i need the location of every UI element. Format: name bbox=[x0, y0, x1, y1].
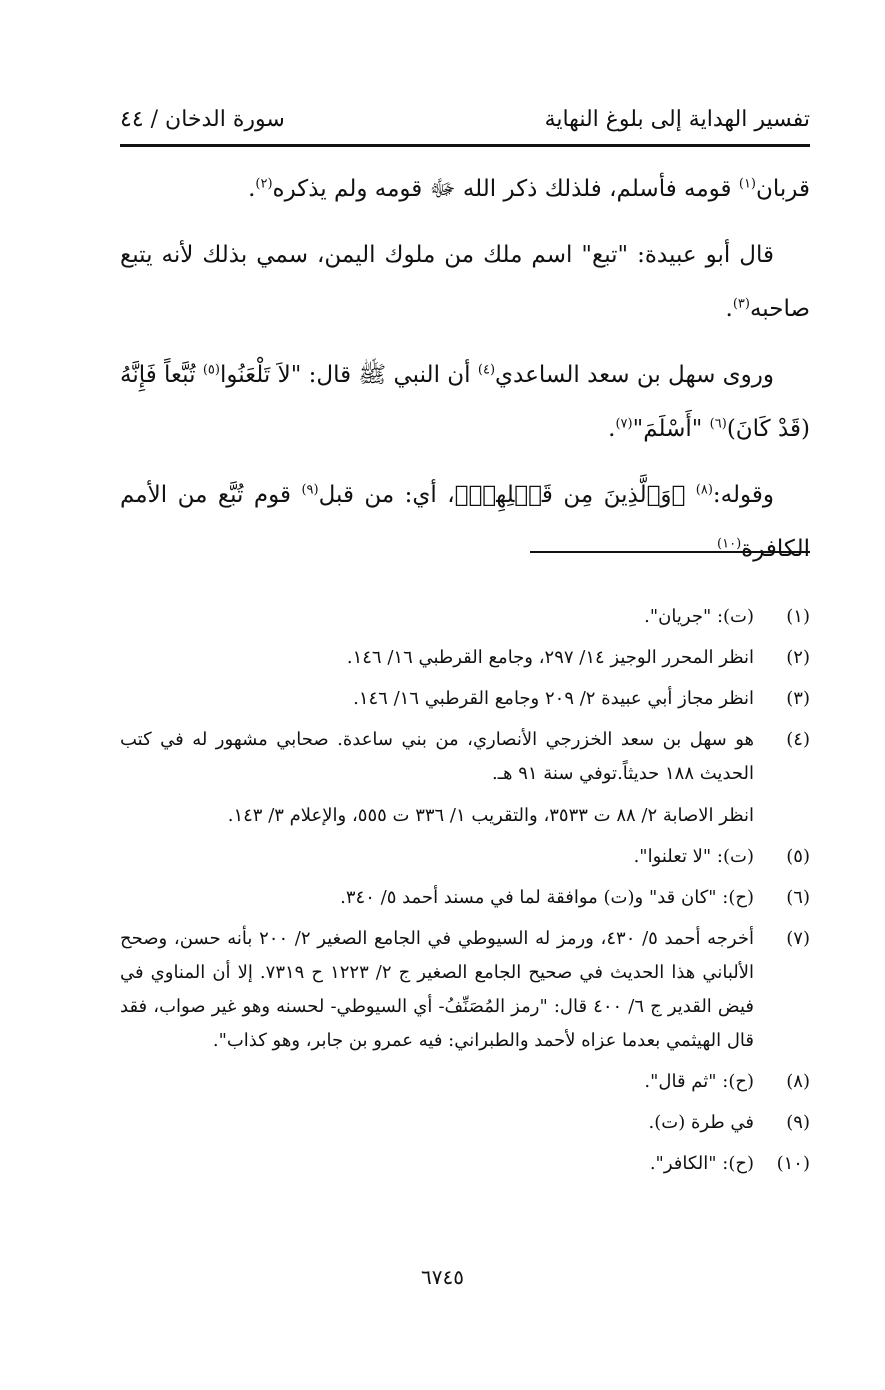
footnote-number: (٦) bbox=[786, 887, 810, 908]
footnote-item bbox=[120, 723, 810, 833]
footnote-number: (٥) bbox=[786, 846, 810, 867]
footnote-separator bbox=[530, 551, 810, 553]
main-text bbox=[120, 162, 810, 588]
text-run: ﴿وَٱلَّذِينَ مِن قَبۡلِهِمۡ﴾، أي: من قبل bbox=[318, 482, 696, 508]
footnote-text: انظر مجاز أبي عبيدة ٢/ ٢٠٩ وجامع القرطبي ١٦/ ١٤٦. bbox=[353, 688, 754, 709]
footnote-item bbox=[120, 922, 810, 1058]
footnote-item bbox=[120, 641, 810, 675]
footnote-marker-5[interactable]: (٥) bbox=[202, 362, 220, 378]
footnote-text: انظر المحرر الوجيز ١٤/ ٢٩٧، وجامع القرطبي ١٦/ ١٤٦. bbox=[346, 647, 754, 668]
footnotes-list bbox=[120, 600, 810, 1188]
text-run: . bbox=[248, 176, 256, 202]
footnote-marker-10[interactable]: (١٠) bbox=[717, 536, 742, 552]
footnote-text: (ح): "ثم قال". bbox=[644, 1071, 754, 1092]
running-header bbox=[120, 100, 810, 140]
footnote-number: (٧) bbox=[786, 928, 810, 949]
footnote-marker-4[interactable]: (٤) bbox=[477, 362, 496, 378]
footnote-text: أخرجه أحمد ٥/ ٤٣٠، ورمز له السيوطي في الجامع الصغير ٢/ ٢٠٠ بأنه حسن، وصحح الألباني هذا الحديث في صحيح الجامع الصغير ج ٢/ ١٢٢٣ ح ٧٣١٩. إلا أن المناوي في فيض القدير ج ٦/ ٤٠٠ قال: "رمز المُصَنِّفُ- أي السيوطي- لحسنه وهو غير صواب، فقد قال الهيثمي بعدما عزاه لأحمد والطبراني: فيه عمرو بن جابر، وهو كذاب". bbox=[120, 928, 755, 1051]
footnote-marker-8[interactable]: (٨) bbox=[695, 482, 713, 498]
text-run: قومه فأسلم، فلذلك ذكر الله ﷻ قومه ولم يذكره bbox=[272, 176, 739, 202]
footnote-text: هو سهل بن سعد الخزرجي الأنصاري، من بني ساعدة. صحابي مشهور له في كتب الحديث ١٨٨ حديثاً.توفي سنة ٩١ هـ. bbox=[120, 729, 754, 784]
book-title: تفسير الهداية إلى بلوغ النهاية bbox=[544, 107, 810, 132]
footnote-number: (١٠) bbox=[776, 1153, 810, 1174]
paragraph-2 bbox=[120, 228, 810, 336]
footnote-number: (٣) bbox=[786, 688, 810, 709]
footnote-text: (ح): "كان قد" و(ت) موافقة لما في مسند أحمد ٥/ ٣٤٠. bbox=[340, 887, 754, 908]
footnote-marker-2[interactable]: (٢) bbox=[255, 176, 273, 192]
footnote-item bbox=[120, 682, 810, 716]
footnote-item bbox=[120, 1106, 810, 1140]
paragraph-4 bbox=[120, 468, 810, 576]
page-number: ٦٧٤٥ bbox=[421, 1265, 464, 1289]
text-run: أن النبي ﷺ قال: "لاَ تَلْعَنُوا bbox=[219, 362, 478, 388]
paragraph-1 bbox=[120, 162, 810, 216]
footnote-number: (٨) bbox=[786, 1071, 810, 1092]
footnote-text: (ت): "جريان". bbox=[644, 606, 754, 627]
footnote-text: (ح): "الكافر". bbox=[649, 1153, 754, 1174]
text-run: قوم تُبَّع من الأمم الكافرة bbox=[120, 482, 810, 562]
footnote-number: (٩) bbox=[786, 1112, 810, 1133]
footnote-item bbox=[120, 1065, 810, 1099]
text-run: . bbox=[725, 296, 733, 322]
footnote-number: (٢) bbox=[786, 647, 810, 668]
footnote-text: في طرة (ت). bbox=[648, 1112, 754, 1133]
footnote-marker-1[interactable]: (١) bbox=[738, 176, 756, 192]
footnote-text-block bbox=[120, 723, 754, 833]
text-run: وقوله: bbox=[712, 482, 774, 508]
surah-title: سورة الدخان / ٤٤ bbox=[120, 107, 285, 132]
footnote-item bbox=[120, 600, 810, 634]
text-run: تُبَّعاً فَإِنَّهُ (قَدْ كَانَ) bbox=[120, 362, 810, 442]
footnote-number: (١) bbox=[786, 606, 810, 627]
footnote-text: (ت): "لا تعلنوا". bbox=[633, 846, 754, 867]
text-run: قربان bbox=[756, 176, 810, 202]
footnote-marker-3[interactable]: (٣) bbox=[732, 296, 750, 312]
footnote-item bbox=[120, 1147, 810, 1181]
footnote-text-continuation: انظر الاصابة ٢/ ٨٨ ت ٣٥٣٣، والتقريب ١/ ٣٣٦ ت ٥٥٥، والإعلام ٣/ ١٤٣. bbox=[227, 805, 754, 826]
footnote-number: (٤) bbox=[786, 729, 810, 750]
text-run: . bbox=[608, 416, 616, 442]
footnote-marker-6[interactable]: (٦) bbox=[709, 416, 727, 432]
footnote-item bbox=[120, 840, 810, 874]
text-run: "أَسْلَمَ" bbox=[632, 416, 710, 442]
text-run: وروى سهل بن سعد الساعدي bbox=[495, 362, 774, 388]
paragraph-3 bbox=[120, 348, 810, 456]
footnote-marker-9[interactable]: (٩) bbox=[301, 482, 319, 498]
header-divider bbox=[120, 144, 810, 147]
footnote-item bbox=[120, 881, 810, 915]
text-run: قال أبو عبيدة: "تبع" اسم ملك من ملوك اليمن، سمي بذلك لأنه يتبع صاحبه bbox=[120, 242, 810, 322]
footnote-marker-7[interactable]: (٧) bbox=[615, 416, 633, 432]
